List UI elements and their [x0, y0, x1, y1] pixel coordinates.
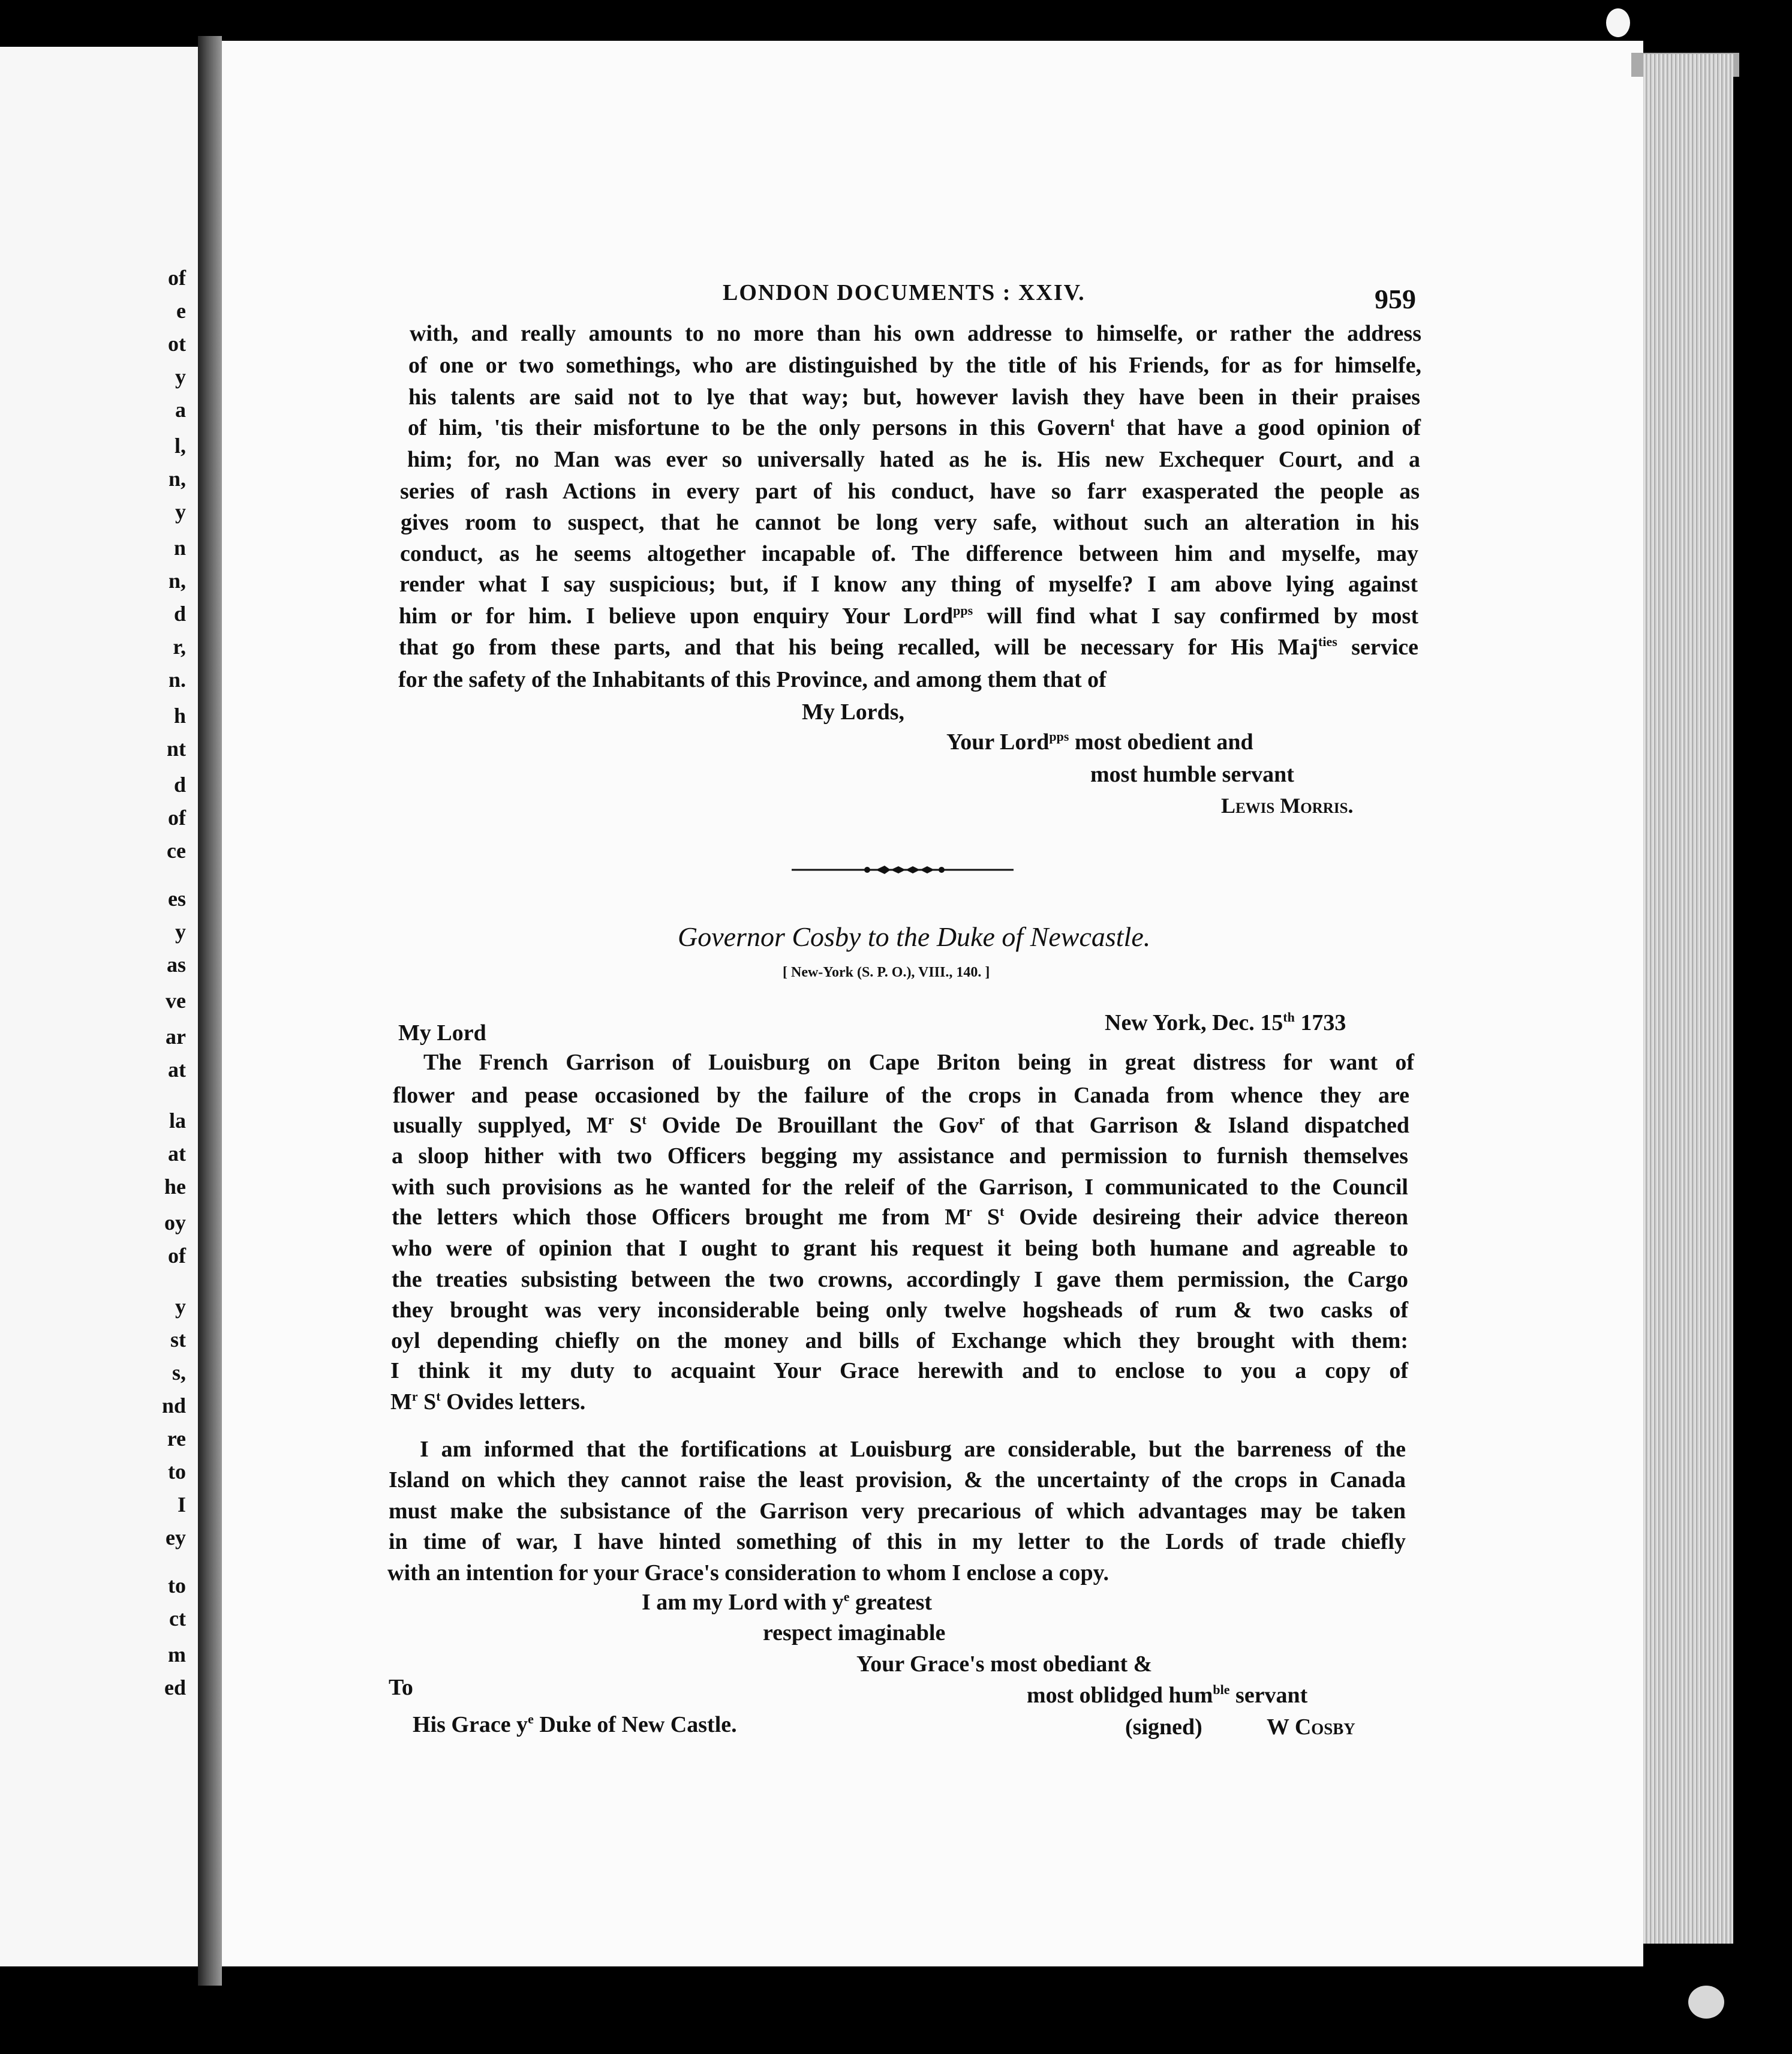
left-page-word-fragment: d	[173, 773, 186, 797]
left-page-word-fragment: I	[177, 1493, 186, 1517]
text-line: oyl depending chiefly on the money and bills of Exchange which they brought with them:	[391, 1328, 1408, 1353]
text-segment: most oblidged hum	[1027, 1683, 1213, 1708]
left-page-word-fragment: h	[173, 704, 186, 728]
left-page-word-fragment: ed	[164, 1675, 186, 1699]
superscript: r	[979, 1112, 985, 1127]
text-segment: of him, 'tis their misfortune to be the only persons in this Govern	[408, 415, 1111, 440]
text-line: the treaties subsisting between the two crowns, accordingly I gave them permission, the Cargo	[392, 1267, 1408, 1292]
superscript: ties	[1318, 634, 1337, 649]
addressee	[413, 1713, 737, 1736]
text-line: for the safety of the Inhabitants of this Province, and among them that of	[398, 667, 1107, 692]
left-page-word-fragment: of	[168, 266, 186, 290]
superscript: t	[1000, 1204, 1005, 1219]
left-page-word-fragment: n,	[168, 569, 186, 593]
closing-line	[642, 1591, 932, 1614]
text-line: conduct, as he seems altogether incapable of. The difference between him and myselfe, may	[400, 541, 1418, 566]
text-line: with, and really amounts to no more than his own addresse to himselfe, or rather the address	[410, 321, 1421, 346]
left-page-word-fragment: d	[173, 602, 186, 626]
left-page-word-fragment: ot	[168, 332, 186, 356]
closing-line: respect imaginable	[763, 1620, 946, 1645]
left-page-word-fragment: nd	[161, 1394, 186, 1418]
superscript: th	[1283, 1010, 1295, 1025]
text-segment: His Grace y	[413, 1712, 528, 1737]
superscript: e	[528, 1711, 534, 1726]
text-segment: him or for him. I believe upon enquiry Your Lord	[399, 603, 954, 629]
closing-line	[946, 731, 1253, 753]
text-segment: Ovide desireing their advice thereon	[1004, 1205, 1408, 1230]
text-segment: S	[972, 1205, 1000, 1230]
page-number: 959	[1375, 284, 1416, 314]
left-page-word-fragment: la	[169, 1109, 186, 1133]
left-page-word-fragment: oy	[164, 1211, 186, 1235]
left-page-word-fragment: re	[167, 1427, 186, 1451]
salutation: My Lords,	[802, 699, 904, 725]
text-line: his talents are said not to lye that way; but, however lavish they have been in their praises	[408, 385, 1420, 410]
left-page-word-fragment: a	[175, 398, 186, 422]
signed-note: (signed)	[1125, 1714, 1202, 1740]
left-page-word-fragment: to	[168, 1573, 186, 1597]
left-page-word-fragment: l,	[174, 434, 186, 458]
left-page-word-fragment: nt	[166, 737, 186, 761]
text-line	[392, 1206, 1408, 1229]
text-line	[408, 416, 1421, 439]
superscript: pps	[953, 603, 973, 618]
closing-line: most humble servant	[1090, 762, 1294, 787]
left-page-word-fragment: y	[175, 920, 186, 944]
superscript: t	[642, 1112, 647, 1127]
text-line: with such provisions as he wanted for the releif of the Garrison, I communicated to the Council	[392, 1175, 1408, 1200]
left-page-word-fragment: y	[175, 500, 186, 524]
left-page-word-fragment: ey	[166, 1526, 186, 1549]
superscript: pps	[1049, 729, 1069, 744]
text-segment: greatest	[849, 1590, 933, 1615]
text-segment: New York, Dec. 15	[1105, 1010, 1283, 1035]
text-segment: the letters which those Officers brought me from M	[392, 1205, 967, 1230]
left-page-word-fragment: ar	[166, 1025, 186, 1049]
left-page-word-fragment: y	[175, 1295, 186, 1319]
source-note: [ New-York (S. P. O.), VIII., 140. ]	[783, 965, 990, 980]
left-page-word-fragment: as	[166, 953, 186, 977]
text-segment: 1733	[1294, 1010, 1346, 1035]
text-line: The French Garrison of Louisburg on Cape Briton being in great distress for want of	[423, 1050, 1414, 1075]
text-line: a sloop hither with two Officers begging my assistance and permission to furnish themselves	[392, 1143, 1408, 1169]
text-segment: most obedient and	[1069, 729, 1253, 755]
letter-date	[1105, 1011, 1346, 1034]
salutation: My Lord	[398, 1020, 486, 1046]
text-segment: Your Lord	[946, 729, 1050, 755]
left-page-word-fragment: ct	[169, 1606, 186, 1630]
book-gutter	[198, 36, 222, 1986]
text-segment: will find what I say confirmed by most	[973, 603, 1418, 629]
text-line: I am informed that the fortifications at Louisburg are considerable, but the barreness of the	[420, 1437, 1406, 1462]
text-line: with an intention for your Grace's consideration to whom I enclose a copy.	[387, 1560, 1109, 1585]
left-page-word-fragment: to	[168, 1460, 186, 1484]
left-page-word-fragment: of	[168, 1244, 186, 1268]
superscript: t	[1110, 415, 1115, 430]
text-line: of one or two somethings, who are distinguished by the title of his Friends, for as for himselfe,	[408, 353, 1421, 378]
left-page-word-fragment: s,	[172, 1361, 186, 1385]
text-line: flower and pease occasioned by the failure of the crops in Canada from whence they are	[393, 1083, 1409, 1108]
superscript: r	[411, 1389, 418, 1404]
text-line: series of rash Actions in every part of his conduct, have so farr exasperated the people as	[400, 479, 1420, 504]
left-page-word-fragment: st	[170, 1328, 186, 1352]
text-segment: service	[1337, 635, 1418, 660]
text-segment: I am my Lord with y	[642, 1590, 844, 1615]
text-line: in time of war, I have hinted something of this in my letter to the Lords of trade chiefly	[389, 1529, 1406, 1554]
left-page-word-fragment: he	[164, 1175, 186, 1199]
left-page-word-fragment: at	[168, 1142, 186, 1166]
closing-line	[1027, 1684, 1307, 1707]
text-line: must make the subsistance of the Garrison very precarious of which advantages may be taken	[389, 1499, 1406, 1524]
text-segment: that go from these parts, and that his being recalled, will be necessary for His Maj	[399, 635, 1319, 660]
left-page-word-fragment: es	[168, 887, 186, 911]
text-line	[399, 636, 1418, 659]
running-head: LONDON DOCUMENTS : XXIV.	[723, 280, 1086, 305]
left-page-word-fragment: ce	[167, 839, 186, 863]
closing-line: Your Grace's most obediant &	[856, 1651, 1153, 1677]
page-edges	[1643, 54, 1733, 1944]
superscript: e	[843, 1589, 850, 1604]
left-page-word-fragment: n	[173, 536, 186, 560]
left-page-word-fragment: e	[176, 299, 186, 323]
text-line: they brought was very inconsiderable being only twelve hogsheads of rum & two casks of	[392, 1298, 1408, 1323]
ornamental-rule	[792, 861, 1014, 879]
text-line: Island on which they cannot raise the least provision, & the uncertainty of the crops in Canada	[389, 1467, 1406, 1493]
addressee-to: To	[389, 1675, 413, 1700]
text-line	[390, 1391, 585, 1413]
text-segment: Ovide De Brouillant the Gov	[646, 1113, 979, 1138]
text-segment: S	[614, 1113, 642, 1138]
text-segment: servant	[1229, 1683, 1308, 1708]
scan-speck	[1606, 8, 1630, 37]
left-page-word-fragment: r,	[173, 635, 186, 659]
text-segment: usually supplyed, M	[393, 1113, 608, 1138]
left-page-word-fragment: of	[168, 806, 186, 830]
superscript: r	[608, 1112, 614, 1127]
text-line: I think it my duty to acquaint Your Grace herewith and to enclose to you a copy of	[390, 1358, 1408, 1383]
text-segment: Ovides letters.	[440, 1389, 586, 1415]
text-segment: of that Garrison & Island dispatched	[985, 1113, 1409, 1138]
left-page-word-fragment: m	[168, 1642, 186, 1666]
text-line: gives room to suspect, that he cannot be long very safe, without such an alteration in his	[401, 510, 1419, 535]
text-segment: M	[390, 1389, 412, 1415]
text-line: him; for, no Man was ever so universally hated as he is. His new Exchequer Court, and a	[407, 447, 1420, 472]
left-page-word-fragment: n.	[168, 668, 186, 692]
text-line: who were of opinion that I ought to grant his request it being both humane and agreable to	[392, 1236, 1408, 1261]
left-page-fragment	[0, 47, 198, 1966]
text-line	[399, 605, 1418, 627]
signature: Lewis Morris.	[1221, 794, 1354, 818]
left-page-word-fragment: at	[168, 1058, 186, 1082]
superscript: t	[436, 1389, 441, 1404]
left-page-word-fragment: ve	[166, 989, 186, 1013]
superscript: ble	[1213, 1682, 1230, 1697]
text-line	[393, 1114, 1409, 1137]
scan-speck	[1688, 1986, 1724, 2019]
signature: W Cosby	[1267, 1714, 1355, 1740]
letter-heading: Governor Cosby to the Duke of Newcastle.	[678, 921, 1151, 952]
left-page-word-fragment: n,	[168, 467, 186, 491]
superscript: r	[966, 1204, 972, 1219]
text-segment: S	[417, 1389, 437, 1415]
text-line: render what I say suspicious; but, if I know any thing of myselfe? I am above lying against	[399, 572, 1418, 597]
text-segment: that have a good opinion of	[1114, 415, 1421, 440]
left-page-word-fragment: y	[175, 365, 186, 389]
text-segment: Duke of New Castle.	[533, 1712, 737, 1737]
